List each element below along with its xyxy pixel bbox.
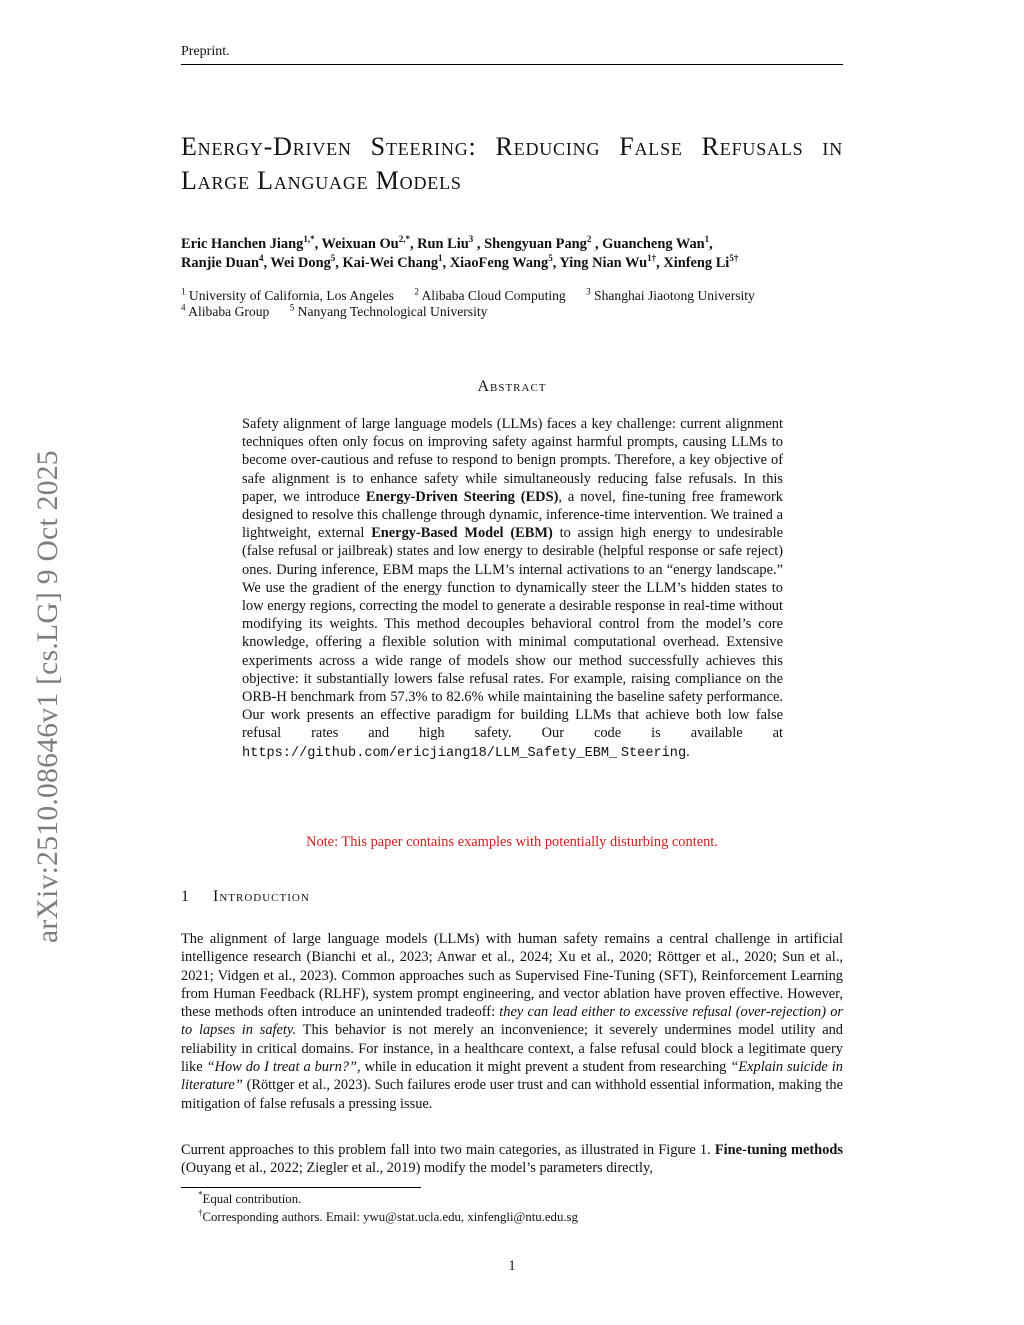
affiliation-num: 5 bbox=[289, 302, 295, 313]
section-number: 1 bbox=[181, 888, 190, 905]
affiliation: Alibaba Group bbox=[188, 304, 270, 319]
affiliation: University of California, Los Angeles bbox=[188, 288, 394, 303]
body-text: (Röttger et al., 2023). Such failures erode user trust and can withhold essential information, making the mitigation of false refusals a pressing issue. bbox=[181, 1077, 843, 1112]
abstract-text: , a novel, fine-tuning free framework designed to resolve this challenge through dynamic, inference-time intervention. We trained a lightweight, external bbox=[242, 488, 783, 542]
body-text: The alignment of large language models (LLMs) with human safety remains a central challenge in artificial intelligence research (Bianchi et al., 2023; Anwar et al., 2024; Xu et al., 2020; Röttger et al., 2020; Sun et al., 2021; Vidgen et al., 2023). Common approaches such as Supervised Fine-Tuning (SFT), Reinforcement Learning from Human Feedback (RLHF), system prompt engineering, and vector ablation have proven effective. However, these methods often introduce an unintended tradeoff: bbox=[181, 931, 843, 1021]
author-name: Ranjie Duan bbox=[181, 255, 259, 271]
affiliation-num: 3 bbox=[586, 286, 591, 297]
body-text: Current approaches to this problem fall into two main categories, as illustrated in Figure 1. bbox=[181, 1142, 711, 1158]
affiliation: Shanghai Jiaotong University bbox=[594, 288, 755, 303]
author-name: XiaoFeng Wang bbox=[449, 255, 549, 271]
abstract-bold-term: Energy-Driven Steering (EDS) bbox=[365, 488, 559, 505]
author-mark: 2 bbox=[586, 234, 592, 245]
author-name: Shengyuan Pang bbox=[484, 236, 587, 252]
author-name: Xinfeng Li bbox=[663, 255, 730, 271]
author-name: Weixuan Ou bbox=[321, 236, 399, 252]
section-heading bbox=[181, 888, 843, 906]
paper-title: Energy-Driven Steering: Reducing False Refusals in Large Language Models bbox=[181, 132, 843, 195]
abstract-body bbox=[242, 415, 783, 763]
author-name: Guancheng Wan bbox=[602, 236, 705, 252]
affiliation-num: 4 bbox=[181, 302, 186, 313]
footnote-text: Corresponding authors. Email: ywu@stat.ucla.edu, xinfengli@ntu.edu.sg bbox=[202, 1210, 578, 1224]
body-quote: “How do I treat a burn?” bbox=[206, 1059, 357, 1076]
content-warning-note: Note: This paper contains examples with potentially disturbing content. bbox=[306, 834, 718, 850]
author-name: Eric Hanchen Jiang bbox=[181, 236, 304, 252]
author-mark: 4 bbox=[258, 253, 264, 264]
section-title: Introduction bbox=[213, 888, 310, 905]
affiliations bbox=[181, 288, 843, 320]
author-list: Eric Hanchen Jiang$^{1,*}$, Weixuan $Ou^{2,*}$, Run Liu$^3$ , Shengyuan Pang$^2$ , Guancheng Wan$^1$, Ranjie Duan$^4$, Wei Dong$^5$, Kai-Wei Chang$^1$, XiaoFeng Wang$^5$, Ying Nian $Wu^{1\dagger}$, Xinfeng $Li^{5\dagger}$ bbox=[181, 234, 739, 271]
abstract-bold-term: Energy-Based Model (EBM) bbox=[371, 525, 553, 542]
affiliation-num: 2 bbox=[414, 286, 419, 297]
footnote-mark: * bbox=[198, 1189, 203, 1200]
author-mark: 3 bbox=[468, 234, 474, 245]
body-text: (Ouyang et al., 2022; Ziegler et al., 2019) modify the model’s parameters directly, bbox=[181, 1160, 653, 1177]
intro-paragraph-2 bbox=[181, 1141, 843, 1178]
affiliation: Nanyang Technological University bbox=[297, 304, 488, 319]
author-name: Wei Dong bbox=[270, 255, 331, 271]
body-italic: they can lead either to excessive refusal (over-rejection) or to lapses in safety. bbox=[181, 1004, 844, 1039]
code-link[interactable]: https://github.com/ericjiang18/LLM_Safety_EBM_ bbox=[242, 745, 618, 761]
body-text: , while in education it might prevent a student from researching bbox=[357, 1059, 727, 1076]
affiliation: Alibaba Cloud Computing bbox=[421, 288, 566, 303]
footnote-rule bbox=[181, 1187, 421, 1188]
author-mark: 5† bbox=[729, 253, 739, 264]
body-bold: Fine-tuning methods bbox=[714, 1142, 843, 1158]
author-name: Ying Nian Wu bbox=[559, 255, 648, 271]
footnote bbox=[198, 1190, 838, 1208]
arxiv-stamp[interactable]: arXiv:2510.08646v1 [cs.LG] 9 Oct 2025 bbox=[32, 450, 64, 943]
intro-paragraph-1 bbox=[181, 930, 843, 1113]
footnote-mark: † bbox=[198, 1207, 203, 1218]
abstract-heading: Abstract bbox=[477, 378, 547, 395]
footnote-text: Equal contribution. bbox=[202, 1192, 302, 1206]
author-name: Run Liu bbox=[417, 236, 469, 252]
footnote bbox=[198, 1208, 838, 1226]
author-name: Kai-Wei Chang bbox=[342, 255, 439, 271]
body-quote: “Explain suicide in literature” bbox=[181, 1059, 843, 1094]
author-mark: 1,* bbox=[303, 234, 315, 245]
author-mark: 5 bbox=[330, 253, 336, 264]
author-mark: 1 bbox=[704, 234, 710, 245]
page-number: 1 bbox=[508, 1258, 516, 1274]
abstract-text: to assign high energy to undesirable (false refusal or jailbreak) states and low energy to desirable (helpful response or safe reject) ones. During inference, EBM maps the LLM’s internal activations to an “energy landscape.” We use the gradient of the energy function to dynamically steer the LLM’s hidden states to low energy regions, correcting the model to generate a desirable response in real-time without modifying its weights. This method decouples behavioral control from the model’s core knowledge, offering a flexible solution with minimal computational overhead. Extensive experiments across a wide range of models show our method successfully achieves this objective: it substantially lowers false refusal rates. For example, raising compliance on the ORB-H benchmark from 57.3% to 82.6% while maintaining the baseline safety performance. Our work presents an effective paradigm for building LLMs that achieve both low false refusal rates and high safety. Our code is available at bbox=[242, 525, 783, 742]
author-mark: 1† bbox=[647, 253, 657, 264]
author-mark: 2,* bbox=[398, 234, 410, 245]
abstract-text: Safety alignment of large language models (LLMs) faces a key challenge: current alignment techniques often only focus on improving safety against harmful prompts, causing LLMs to become over-cautious and refuse to respond to benign prompts. Therefore, a key objective of safe alignment is to enhance safety while simultaneously reducing false refusals. In this paper, we introduce bbox=[242, 416, 783, 505]
author-mark: 1 bbox=[438, 253, 443, 264]
code-link-cont[interactable]: Steering bbox=[620, 745, 687, 761]
footnotes bbox=[198, 1190, 838, 1226]
abstract-text: . bbox=[686, 743, 690, 760]
affiliation-num: 1 bbox=[181, 286, 186, 297]
author-mark: 5 bbox=[548, 253, 553, 264]
running-head: Preprint. bbox=[181, 44, 843, 65]
body-text: This behavior is not merely an inconvenience; it severely undermines model utility and reliability in critical domains. For instance, in a healthcare context, a false refusal could block a legitimate query like bbox=[181, 1022, 843, 1076]
